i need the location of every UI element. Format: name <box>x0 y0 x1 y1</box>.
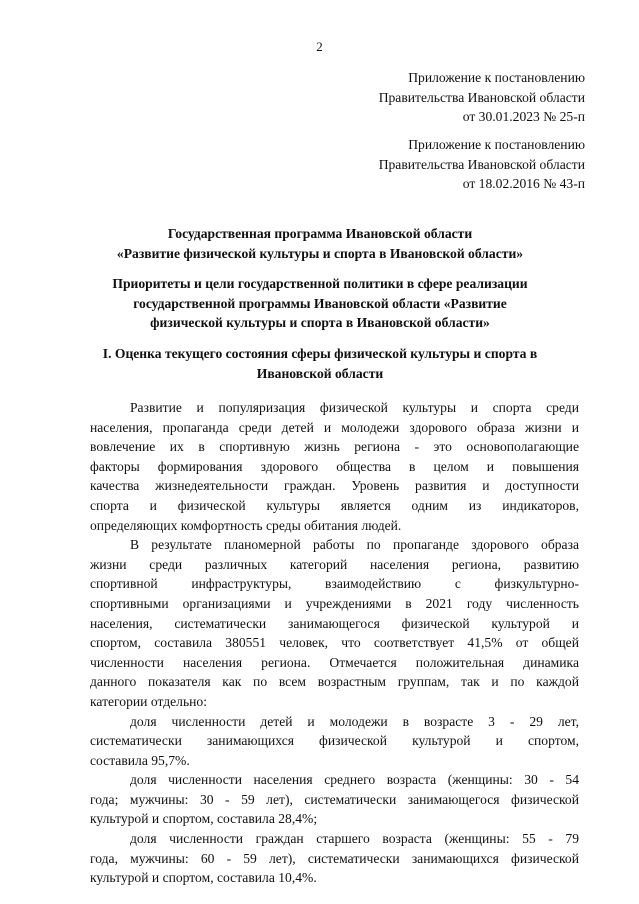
program-title-line: «Развитие физической культуры и спорта в Ивановской области» <box>116 245 524 261</box>
appendix-line: Приложение к постановлению <box>408 137 585 152</box>
text-line: вовлечение их в спортивную жизнь региона - это основополагающие <box>90 439 579 455</box>
text-line: года, мужчины: 60 - 59 лет), систематически занимающихся физической <box>90 850 579 866</box>
text-line: культурой и спортом, составила 10,4%. <box>90 870 317 886</box>
section-title-line: I. Оценка текущего состояния сферы физической культуры и спорта в <box>102 346 538 361</box>
text-line: года; мужчины: 30 - 59 лет), систематически занимающегося физической <box>90 791 579 807</box>
program-title-line: Государственная программа Ивановской области <box>167 226 473 241</box>
priorities-title-line: физической культуры и спорта в Ивановской области» <box>150 315 490 331</box>
program-title <box>60 224 580 263</box>
text-line: доля численности населения среднего возраста (женщины: 30 - 54 <box>130 772 579 788</box>
paragraph <box>90 712 579 771</box>
text-line: составила 95,7%. <box>90 752 190 768</box>
appendix-line: Приложение к постановлению <box>408 70 585 85</box>
appendix-line: Правительства Ивановской области <box>378 89 585 105</box>
paragraph <box>90 535 579 711</box>
text-line: населения, пропаганда среди детей и молодежи здорового образа жизни и <box>90 419 579 435</box>
text-line: населения, систематически занимающегося физической культурой и <box>90 615 579 631</box>
body-text <box>90 398 579 888</box>
text-line: численности населения региона. Отмечается положительная динамика <box>90 654 579 670</box>
priorities-title <box>60 274 580 333</box>
section-title-line: Ивановской области <box>256 365 384 381</box>
appendix-line: от 18.02.2016 № 43-п <box>462 176 585 192</box>
text-line: определяющих комфортность среды обитания людей. <box>90 517 402 533</box>
text-line: спортивными организациями и учреждениями в 2021 году численность <box>90 595 579 611</box>
text-line: качества жизнедеятельности граждан. Уровень развития и доступности <box>90 478 579 494</box>
appendix-line: от 30.01.2023 № 25-п <box>462 109 585 125</box>
appendix-line: Правительства Ивановской области <box>378 156 585 172</box>
text-line: факторы формирования здорового общества в целом и повышения <box>90 458 579 474</box>
text-line: спорта и физической культуры является одним из индикаторов, <box>90 497 579 513</box>
text-line: категории отдельно: <box>90 693 207 709</box>
text-line: данного показателя как по всем возрастным группам, так и по каждой <box>90 674 579 690</box>
text-line: В результате планомерной работы по пропаганде здорового образа <box>130 537 579 553</box>
text-line: жизни среди различных категорий населения региона, развитию <box>90 556 579 572</box>
text-line: Развитие и популяризация физической культуры и спорта среди <box>130 400 579 415</box>
paragraph <box>90 770 579 829</box>
text-line: спортом, составила 380551 человек, что соответствует 41,5% от общей <box>90 635 579 651</box>
text-line: спортивной инфраструктуры, взаимодействию с физкультурно- <box>90 576 579 592</box>
paragraph <box>90 829 579 888</box>
priorities-title-line: государственной программы Ивановской области «Развитие <box>133 295 507 311</box>
text-line: культурой и спортом, составила 28,4%; <box>90 811 318 827</box>
section-title <box>60 344 580 383</box>
text-line: доля численности граждан старшего возраста (женщины: 55 - 79 <box>130 831 579 847</box>
paragraph <box>90 398 579 535</box>
page-number: 2 <box>316 39 323 54</box>
priorities-title-line: Приоритеты и цели государственной политики в сфере реализации <box>112 276 528 291</box>
text-line: доля численности детей и молодежи в возрасте 3 - 29 лет, <box>130 713 579 729</box>
appendix-block-2016 <box>285 135 585 194</box>
appendix-block-2023 <box>285 68 585 127</box>
text-line: систематически занимающихся физической культурой и спортом, <box>90 733 579 749</box>
